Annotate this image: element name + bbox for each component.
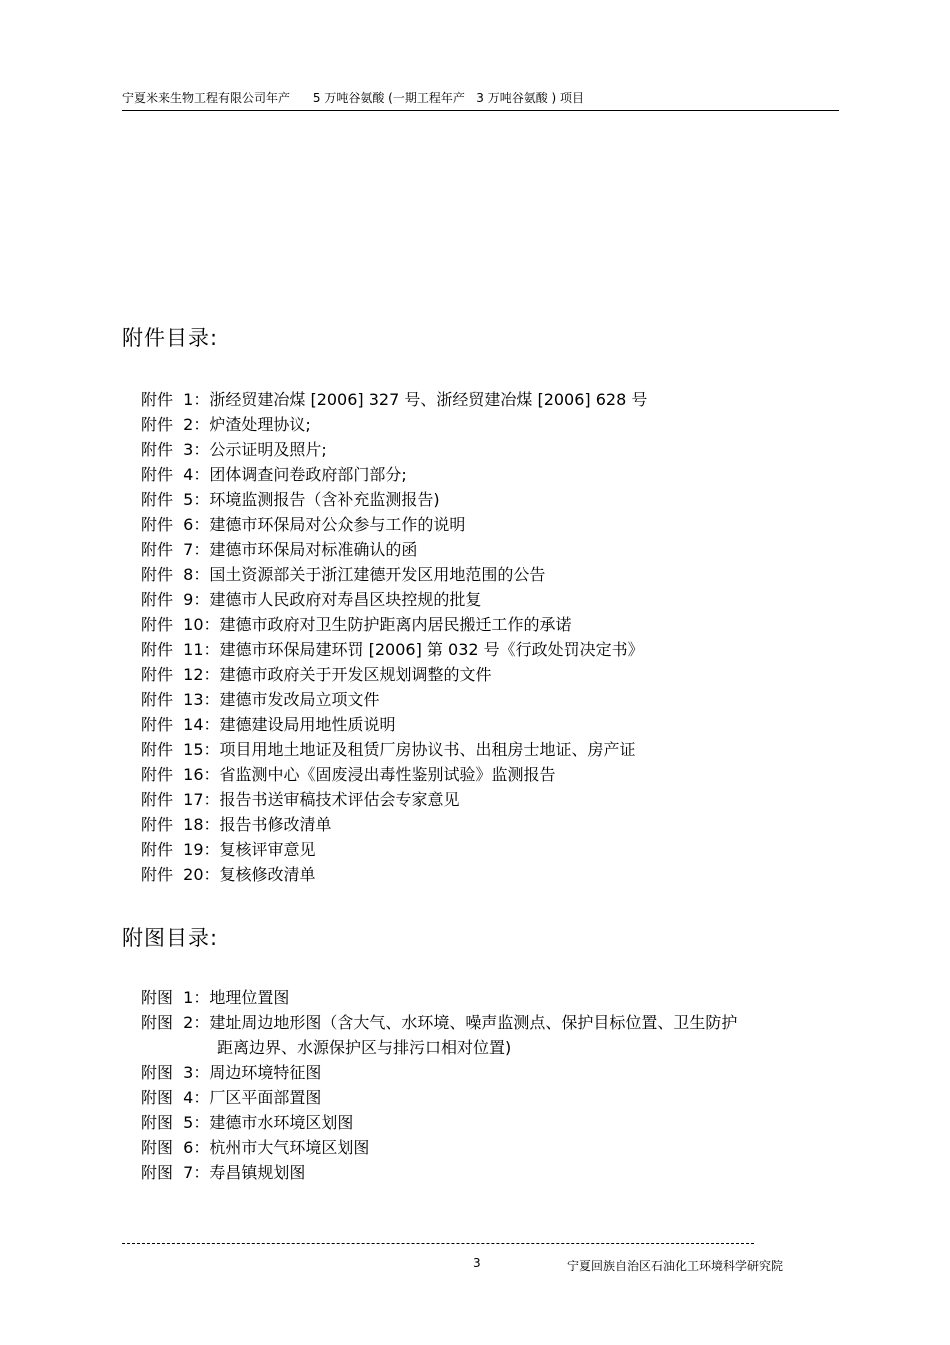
- attachment-title: 公示证明及照片;: [209, 440, 327, 459]
- figure-number: 附图 6：: [141, 1138, 210, 1157]
- attachment-number: 附件 4：: [141, 465, 210, 484]
- attachment-number: 附件 17：: [141, 790, 220, 809]
- figure-item-7: [141, 1160, 737, 1185]
- attachment-number: 附件 11：: [141, 640, 220, 659]
- attachment-title: 项目用地土地证及租赁厂房协议书、出租房士地证、房产证: [219, 740, 636, 759]
- figure-title: 厂区平面部置图: [209, 1088, 322, 1107]
- attachment-item-10: [141, 612, 647, 637]
- attachment-number: 附件 16：: [141, 765, 220, 784]
- attachment-item-2: [141, 412, 647, 437]
- attachment-item-6: [141, 512, 647, 537]
- attachment-item-8: [141, 562, 647, 587]
- attachment-item-3: [141, 437, 647, 462]
- attachment-number: 附件 19：: [141, 840, 220, 859]
- attachment-title: 环境监测报告（含补充监测报告): [209, 490, 440, 509]
- attachment-title: 复核评审意见: [219, 840, 316, 859]
- figure-item-2: [141, 1010, 737, 1060]
- attachment-title: 团体调查问卷政府部门部分;: [209, 465, 407, 484]
- attachments-list: [141, 387, 647, 887]
- attachment-number: 附件 6：: [141, 515, 210, 534]
- figure-number: 附图 4：: [141, 1088, 210, 1107]
- attachment-item-13: [141, 687, 647, 712]
- page-header: 宁夏米来生物工程有限公司年产 5 万吨谷氨酸 (一期工程年产 3 万吨谷氨酸 ) 项目: [122, 91, 585, 105]
- attachment-number: 附件 18：: [141, 815, 220, 834]
- attachment-item-18: [141, 812, 647, 837]
- figure-title: 杭州市大气环境区划图: [209, 1138, 370, 1157]
- attachment-number: 附件 5：: [141, 490, 210, 509]
- attachment-title: 建德市环保局对标准确认的函: [209, 540, 418, 559]
- attachment-item-5: [141, 487, 647, 512]
- attachment-item-1: [141, 387, 647, 412]
- attachment-number: 附件 3：: [141, 440, 210, 459]
- attachment-item-20: [141, 862, 647, 887]
- attachment-item-4: [141, 462, 647, 487]
- attachment-item-19: [141, 837, 647, 862]
- attachment-number: 附件 15：: [141, 740, 220, 759]
- figure-title-continuation: 距离边界、水源保护区与排污口相对位置): [217, 1038, 512, 1057]
- figure-number: 附图 2：: [141, 1013, 210, 1032]
- figure-item-5: [141, 1110, 737, 1135]
- attachment-item-12: [141, 662, 647, 687]
- figure-item-3: [141, 1060, 737, 1085]
- page-number: 3: [473, 1256, 481, 1270]
- attachment-title: 建德市环保局对公众参与工作的说明: [209, 515, 466, 534]
- attachment-title: 建德市环保局建环罚 [2006] 第 032 号《行政处罚决定书》: [219, 640, 644, 659]
- attachments-title: 附件目录:: [122, 326, 219, 350]
- attachment-number: 附件 14：: [141, 715, 220, 734]
- figure-number: 附图 7：: [141, 1163, 210, 1182]
- attachment-item-9: [141, 587, 647, 612]
- attachment-title: 炉渣处理协议;: [209, 415, 311, 434]
- header-divider: [122, 110, 839, 111]
- figure-title: 建德市水环境区划图: [209, 1113, 354, 1132]
- attachment-item-15: [141, 737, 647, 762]
- attachment-number: 附件 2：: [141, 415, 210, 434]
- attachment-title: 报告书修改清单: [219, 815, 332, 834]
- attachment-number: 附件 10：: [141, 615, 220, 634]
- attachment-title: 建德市政府关于开发区规划调整的文件: [219, 665, 492, 684]
- attachment-title: 建德市政府对卫生防护距离内居民搬迁工作的承诺: [219, 615, 572, 634]
- figure-title: 地理位置图: [209, 988, 290, 1007]
- attachment-title: 国土资源部关于浙江建德开发区用地范围的公告: [209, 565, 546, 584]
- figure-item-4: [141, 1085, 737, 1110]
- figure-title: 周边环境特征图: [209, 1063, 322, 1082]
- figure-title: 寿昌镇规划图: [209, 1163, 306, 1182]
- attachment-number: 附件 13：: [141, 690, 220, 709]
- figure-title: 建址周边地形图（含大气、水环境、噪声监测点、保护目标位置、卫生防护: [209, 1013, 738, 1032]
- figure-number: 附图 5：: [141, 1113, 210, 1132]
- attachment-item-14: [141, 712, 647, 737]
- attachment-title: 建德市人民政府对寿昌区块控规的批复: [209, 590, 482, 609]
- footer-organization: 宁夏回族自治区石油化工环境科学研究院: [567, 1259, 784, 1273]
- attachment-item-16: [141, 762, 647, 787]
- attachment-number: 附件 7：: [141, 540, 210, 559]
- attachment-title: 报告书送审稿技术评估会专家意见: [219, 790, 460, 809]
- attachment-title: 建德建设局用地性质说明: [219, 715, 396, 734]
- attachment-title: 复核修改清单: [219, 865, 316, 884]
- figures-title: 附图目录:: [122, 926, 219, 950]
- attachment-number: 附件 20：: [141, 865, 220, 884]
- attachment-number: 附件 1：: [141, 390, 210, 409]
- attachment-title: 浙经贸建冶煤 [2006] 327 号、浙经贸建冶煤 [2006] 628 号: [209, 390, 648, 409]
- attachment-title: 建德市发改局立项文件: [219, 690, 380, 709]
- attachment-item-17: [141, 787, 647, 812]
- attachment-item-7: [141, 537, 647, 562]
- figure-number: 附图 3：: [141, 1063, 210, 1082]
- figure-item-1: [141, 985, 737, 1010]
- attachment-number: 附件 9：: [141, 590, 210, 609]
- attachment-item-11: [141, 637, 647, 662]
- footer-divider: [122, 1243, 754, 1244]
- figure-item-6: [141, 1135, 737, 1160]
- attachment-title: 省监测中心《固废浸出毒性鉴别试验》监测报告: [219, 765, 556, 784]
- attachment-number: 附件 8：: [141, 565, 210, 584]
- figure-number: 附图 1：: [141, 988, 210, 1007]
- attachment-number: 附件 12：: [141, 665, 220, 684]
- figures-list: [141, 985, 737, 1185]
